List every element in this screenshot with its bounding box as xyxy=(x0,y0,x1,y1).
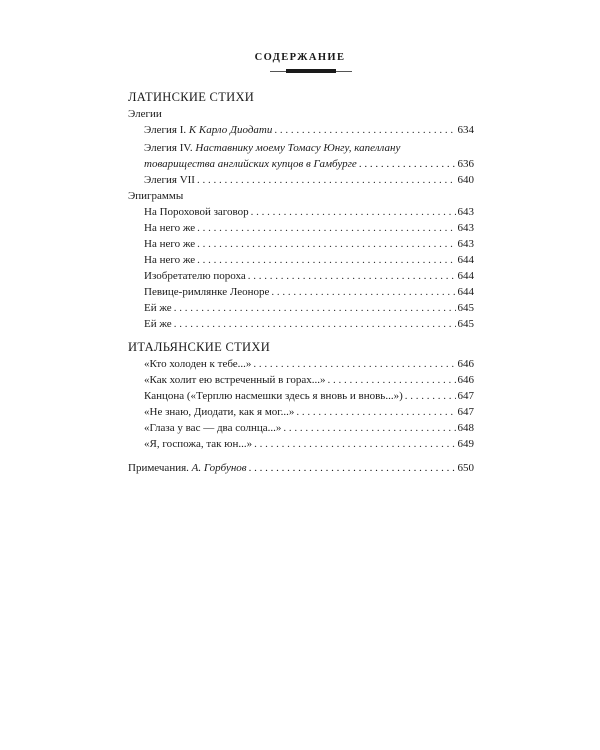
entry-title: Канцона («Терплю насмешки здесь я вновь и вновь...») xyxy=(144,390,403,402)
toc-entry-italian[interactable] xyxy=(128,356,474,372)
entry-title: Примечания. А. Горбунов xyxy=(128,462,247,474)
toc-entry-epigram[interactable] xyxy=(128,268,474,284)
toc-entry-epigram[interactable] xyxy=(128,316,474,332)
toc-entry-epigram[interactable] xyxy=(128,204,474,220)
toc-entry-italian[interactable] xyxy=(128,372,474,388)
toc-entry-elegy-7[interactable] xyxy=(128,172,474,188)
entry-title-line-1: Элегия IV. Наставнику моему Томасу Юнгу, капеллану xyxy=(144,142,401,154)
entry-title: На Пороховой заговор xyxy=(144,206,249,218)
entry-page: 636 xyxy=(457,158,474,170)
leader-dots xyxy=(271,284,455,300)
leader-dots xyxy=(283,420,455,436)
leader-dots xyxy=(197,172,456,188)
leader-dots xyxy=(405,388,456,404)
italian-list xyxy=(128,356,474,452)
leader-dots xyxy=(327,372,455,388)
entry-title: На него же xyxy=(144,238,196,250)
toc-entry-epigram[interactable] xyxy=(128,300,474,316)
entry-page: 646 xyxy=(457,374,474,386)
entry-page: 644 xyxy=(457,286,474,298)
entry-title: Ей же xyxy=(144,318,172,330)
entry-title-line-2: товарищества английских купцов в Гамбурге xyxy=(144,158,357,170)
entry-page: 646 xyxy=(457,358,474,370)
entry-page: 643 xyxy=(457,206,474,218)
heading-ornament xyxy=(270,68,352,75)
leader-dots xyxy=(359,156,456,172)
group-title-elegies: Элегии xyxy=(128,108,162,120)
leader-dots xyxy=(251,204,456,220)
entry-page: 647 xyxy=(457,390,474,402)
toc-entry-notes[interactable] xyxy=(128,460,474,476)
table-of-contents xyxy=(128,88,474,476)
toc-entry-epigram[interactable] xyxy=(128,284,474,300)
leader-dots xyxy=(174,300,456,316)
leader-dots xyxy=(296,404,455,420)
entry-page: 648 xyxy=(457,422,474,434)
entry-title: Певице-римлянке Леоноре xyxy=(144,286,270,298)
leader-dots xyxy=(254,436,455,452)
leader-dots xyxy=(197,220,455,236)
entry-title: Ей же xyxy=(144,302,172,314)
epigram-list xyxy=(128,204,474,332)
entry-title: «Глаза у вас — два солнца...» xyxy=(144,422,282,434)
entry-title: «Как холит ею встреченный в горах...» xyxy=(144,374,326,386)
entry-page: 643 xyxy=(457,222,474,234)
entry-page: 649 xyxy=(457,438,474,450)
entry-page: 645 xyxy=(457,302,474,314)
leader-dots xyxy=(249,460,456,476)
entry-title: «Кто холоден к тебе...» xyxy=(144,358,252,370)
toc-entry-italian[interactable] xyxy=(128,420,474,436)
leader-dots xyxy=(197,236,455,252)
entry-page: 644 xyxy=(457,270,474,282)
entry-page: 647 xyxy=(457,406,474,418)
section-title-italian: ИТАЛЬЯНСКИЕ СТИХИ xyxy=(128,340,271,354)
entry-page: 650 xyxy=(457,462,474,474)
toc-entry-epigram[interactable] xyxy=(128,252,474,268)
page-heading: СОДЕРЖАНИЕ xyxy=(254,52,346,63)
leader-dots xyxy=(253,356,455,372)
entry-page: 644 xyxy=(457,254,474,266)
leader-dots xyxy=(197,252,455,268)
entry-title: «Не знаю, Диодати, как я мог...» xyxy=(144,406,295,418)
toc-entry-italian[interactable] xyxy=(128,436,474,452)
group-title-epigrams: Эпиграммы xyxy=(128,190,184,202)
toc-entry-italian[interactable] xyxy=(128,404,474,420)
toc-entry-elegy-1[interactable] xyxy=(128,122,474,138)
entry-page: 634 xyxy=(457,124,474,136)
entry-page: 640 xyxy=(457,174,474,186)
toc-entry-epigram[interactable] xyxy=(128,220,474,236)
toc-entry-italian[interactable] xyxy=(128,388,474,404)
leader-dots xyxy=(248,268,456,284)
toc-entry-epigram[interactable] xyxy=(128,236,474,252)
leader-dots xyxy=(274,122,455,138)
entry-title: Элегия I. К Карло Диодати xyxy=(144,124,273,136)
entry-title: На него же xyxy=(144,222,196,234)
ornament-thick-line xyxy=(286,69,336,73)
entry-title: Элегия VII xyxy=(144,174,195,186)
leader-dots xyxy=(174,316,456,332)
toc-entry-elegy-4[interactable] xyxy=(128,140,474,172)
section-title-latin: ЛАТИНСКИЕ СТИХИ xyxy=(128,90,255,104)
entry-page: 643 xyxy=(457,238,474,250)
entry-title: «Я, госпожа, так юн...» xyxy=(144,438,253,450)
entry-title: Изобретателю пороха xyxy=(144,270,246,282)
entry-page: 645 xyxy=(457,318,474,330)
entry-title: На него же xyxy=(144,254,196,266)
